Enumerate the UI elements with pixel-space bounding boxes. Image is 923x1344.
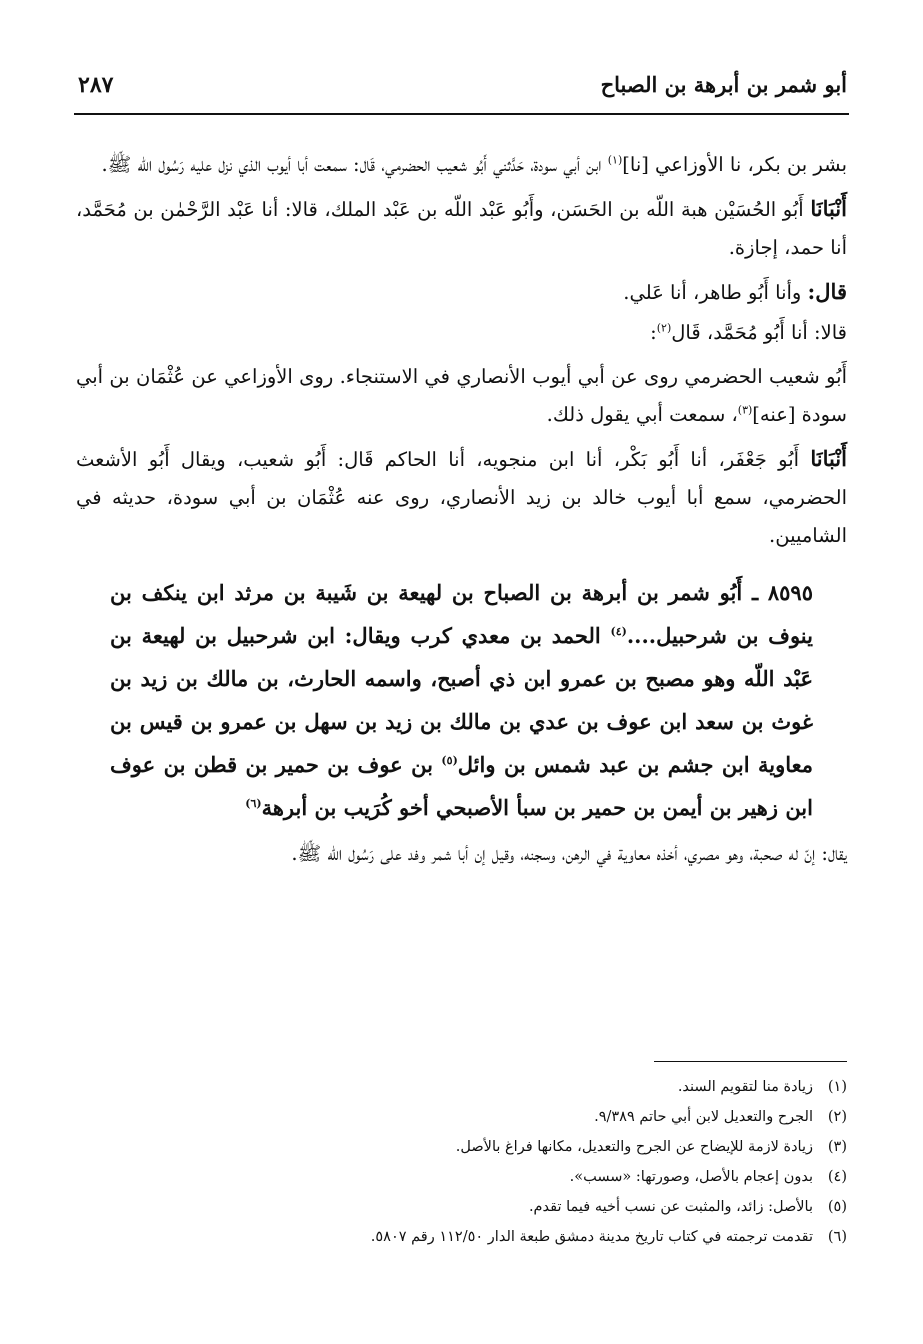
footnote-ref: (٢) (656, 321, 672, 335)
text: أَبُو جَعْفَر، أنا أَبُو بَكْر، أنا ابن منجويه، أنا الحاكم قَال: أَبُو شعيب، ويقال أَبُو الأشعث الحضرمي، سمع أبا أيوب خالد بن زيد الأنصاري، روى عنه عُثْمَان بن أبي سودة، حديثه في الشاميين. (76, 448, 847, 547)
footnote (76, 1102, 847, 1132)
footnote-text: الجرح والتعديل لابن أبي حاتم ٩/٣٨٩. (594, 1109, 813, 1125)
footnote-number: (٥) (827, 1199, 847, 1215)
footnote-text: بالأصل: زائد، والمثبت عن نسب أخيه فيما تقدم. (528, 1199, 813, 1215)
text: يقال: إنّ له صحبة، وهو مصري، أخذه معاوية في الرهن، وسجنه، وقيل إن أبا شمر وفد على رَسُول الله ﷺ. (291, 842, 847, 865)
keyword: أَنْبَانَا (810, 196, 847, 221)
footnote-ref: (٤) (610, 625, 627, 638)
text: ، سمعت أبي يقول ذلك. (546, 403, 738, 426)
keyword: أَنْبَانَا (810, 446, 847, 471)
paragraph (76, 314, 847, 352)
footnote (76, 1192, 847, 1222)
text: وأنا أَبُو طاهر، أنا عَلي. (623, 281, 808, 304)
text: ٨٥٩٥ ـ أَبُو شمر بن أبرهة بن الصباح بن لهيعة بن شَيبة بن مرثد ابن ينكف بن ينوف بن شرحبيل.... (110, 580, 813, 648)
footnote-text: تقدمت ترجمته في كتاب تاريخ مدينة دمشق طبعة الدار ١١٢/٥٠ رقم ٥٨٠٧. (370, 1229, 813, 1245)
text: الحمد بن معدي كرب ويقال: ابن شرحبيل بن لهيعة بن عَبْد اللّه وهو مصبح بن عمرو ابن ذي أصبح، واسمه الحارث، بن مالك بن زيد بن غوث بن سعد ابن عوف بن عدي بن مالك بن زيد بن سهل بن عمرو بن قيس بن معاوية ابن جشم بن عبد شمس بن وائل (110, 623, 814, 777)
paragraph (76, 273, 847, 312)
text: قالا: أنا أَبُو مُحَمَّد، قَال (671, 321, 847, 344)
footnote-rule (654, 1061, 847, 1062)
keyword: قال: (807, 279, 847, 304)
footnote-text: زيادة منا لتقويم السند. (677, 1079, 813, 1095)
paragraph (76, 146, 847, 184)
footnote (76, 1162, 847, 1192)
running-title: أبو شمر بن أبرهة بن الصباح (600, 72, 847, 97)
text: : (650, 321, 657, 344)
footnote (76, 1222, 847, 1252)
entry-heading (110, 571, 813, 829)
footnote-number: (٢) (827, 1109, 847, 1125)
footnote-number: (٤) (827, 1169, 847, 1185)
paragraph (76, 440, 847, 555)
footnote-ref: (١) (607, 153, 623, 167)
paragraph (76, 358, 847, 434)
footnote (76, 1132, 847, 1162)
text: بن عوف بن حمير بن قطن بن عوف ابن زهير بن أيمن بن حمير بن سبأ الأصبحي أخو كُرَيب بن أبرهة (110, 752, 813, 820)
text: بشر بن بكر، نا الأوزاعي [نا] (622, 153, 847, 176)
footnote-ref: (٣) (737, 403, 753, 417)
text: أَبُو الحُسَيْن هبة اللّه بن الحَسَن، وأَبُو عَبْد اللّه بن عَبْد الملك، قالا: أنا عَبْد الرَّحْمٰن بن مُحَمَّد، أنا حمد، إجازة. (76, 198, 847, 259)
footnote-ref: (٥) (441, 754, 458, 767)
text: ابن أبي سودة، حَدَّثني أَبُو شعيب الحضرمي، قَال: سمعت أبا أيوب الذي نزل عليه رَسُول الله ﷺ. (101, 153, 608, 176)
footnote-text: بدون إعجام بالأصل، وصورتها: «سسب». (569, 1169, 813, 1185)
footnote-number: (٦) (827, 1229, 847, 1245)
footnote-number: (٣) (827, 1139, 847, 1155)
header-rule (74, 113, 849, 115)
footnote-text: زيادة لازمة للإيضاح عن الجرح والتعديل، مكانها فراغ بالأصل. (455, 1139, 813, 1155)
paragraph (76, 835, 847, 873)
footnote-number: (١) (827, 1079, 847, 1095)
footnotes (76, 1072, 847, 1252)
page-number: ٢٨٧ (78, 72, 114, 98)
paragraph (76, 190, 847, 267)
text: أَبُو شعيب الحضرمي روى عن أبي أيوب الأنصاري في الاستنجاء. روى الأوزاعي عن عُثْمَان بن أبي سودة [عنه] (76, 365, 847, 426)
main-text (76, 146, 847, 879)
footnote (76, 1072, 847, 1102)
footnote-ref: (٦) (245, 797, 262, 810)
